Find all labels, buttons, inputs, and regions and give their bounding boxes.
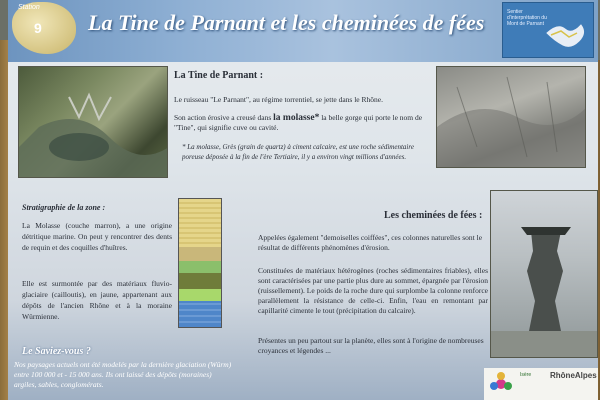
- tine-paragraph-2: [174, 113, 428, 133]
- stratigraphy-heading: Stratigraphie de la zone :: [22, 203, 106, 212]
- header-banner: [8, 0, 598, 62]
- flower-logo-icon: [486, 369, 516, 399]
- rhone-alpes-logo: RhôneAlpes: [550, 371, 597, 380]
- tine-paragraph-1: Le ruisseau "Le Parnant", au régime torrentiel, se jette dans le Rhône.: [174, 95, 383, 104]
- isere-logo: Isère: [520, 372, 532, 378]
- cheminees-paragraph-1: Appelées également "demoiselles coiffées", ces colonnes naturelles sont le résultat de différents phénomènes d'érosion.: [258, 233, 483, 252]
- tine-p2-end: la belle gorge qui porte le nom de "Tine", qui signifie cuve ou cavité.: [174, 113, 423, 132]
- cheminees-paragraph-2: Constituées de matériaux hétérogènes (roches sédimentaires friables), elles sont caractérisées par une partie plus dure au sommet, épargnée par l'érosion (ruissellement). Le poids de la roche dure qui surplombe la colonne renforce parallèlement la résistance de celle-ci. Enfin, l'eau en remontant par capillarité cimente le tout (précipitation du calcaire).: [258, 266, 488, 315]
- panel-title: La Tine de Parnant et les cheminées de fées: [88, 10, 485, 35]
- layer-cailloutis: [179, 199, 221, 247]
- station-badge-label: Station: [18, 4, 40, 11]
- station-badge: [12, 2, 76, 54]
- sponsor-logos: [484, 368, 598, 400]
- layer-molasse: [179, 301, 221, 327]
- tine-p2-start: Son action érosive a creusé dans: [174, 113, 274, 122]
- layer-olive: [179, 273, 221, 289]
- saviez-vous-heading: Le Saviez-vous ?: [22, 346, 91, 357]
- information-panel: [8, 0, 598, 400]
- molasse-term: la molasse*: [273, 113, 320, 123]
- photo-fairy-chimney: [490, 190, 598, 358]
- stratigraphy-column: [178, 198, 222, 328]
- stratigraphy-paragraph-2: Elle est surmontée par des matériaux fluvio-glaciaire (cailloutis), en jaune, appartenant aux dépôts de l'ancien Rhône et à la moraine Würmienne.: [22, 279, 172, 321]
- cheminees-heading: Les cheminées de fées :: [384, 210, 483, 221]
- saviez-vous-text: Nos paysages actuels ont été modelés par la dernière glaciation (Würm) entre 100 000 et - 15 000 ans. Ils ont laissé des dépôts (moraines) argiles, sables, conglomérats.: [14, 360, 232, 389]
- cheminees-paragraph-3: Présentes un peu partout sur la planète, elles sont à l'origine de nombreuses croyances et légendes ...: [258, 336, 484, 355]
- stratigraphy-paragraph-1: La Molasse (couche marron), a une origine détritique marine. On peut y rencontrer des dents de requin et des coquilles d'huîtres.: [22, 221, 172, 252]
- map-label: Sentier d'interprétation du Mont de Parnant: [507, 9, 547, 27]
- station-number: 9: [34, 20, 42, 36]
- layer-light-green: [179, 289, 221, 301]
- trail-map: [502, 2, 594, 58]
- photo-tine-gorge: [18, 66, 168, 178]
- layer-green: [179, 261, 221, 273]
- tine-heading: La Tine de Parnant :: [174, 70, 264, 81]
- photo-rock-face: [436, 66, 586, 168]
- molasse-footnote: * La molasse, Grès (grain de quartz) à ciment calcaire, est une roche sédimentaire poreuse déposée à la fin de l'ère Tertiaire, il y a environ vingt millions d'années.: [182, 143, 414, 161]
- layer-sand: [179, 247, 221, 261]
